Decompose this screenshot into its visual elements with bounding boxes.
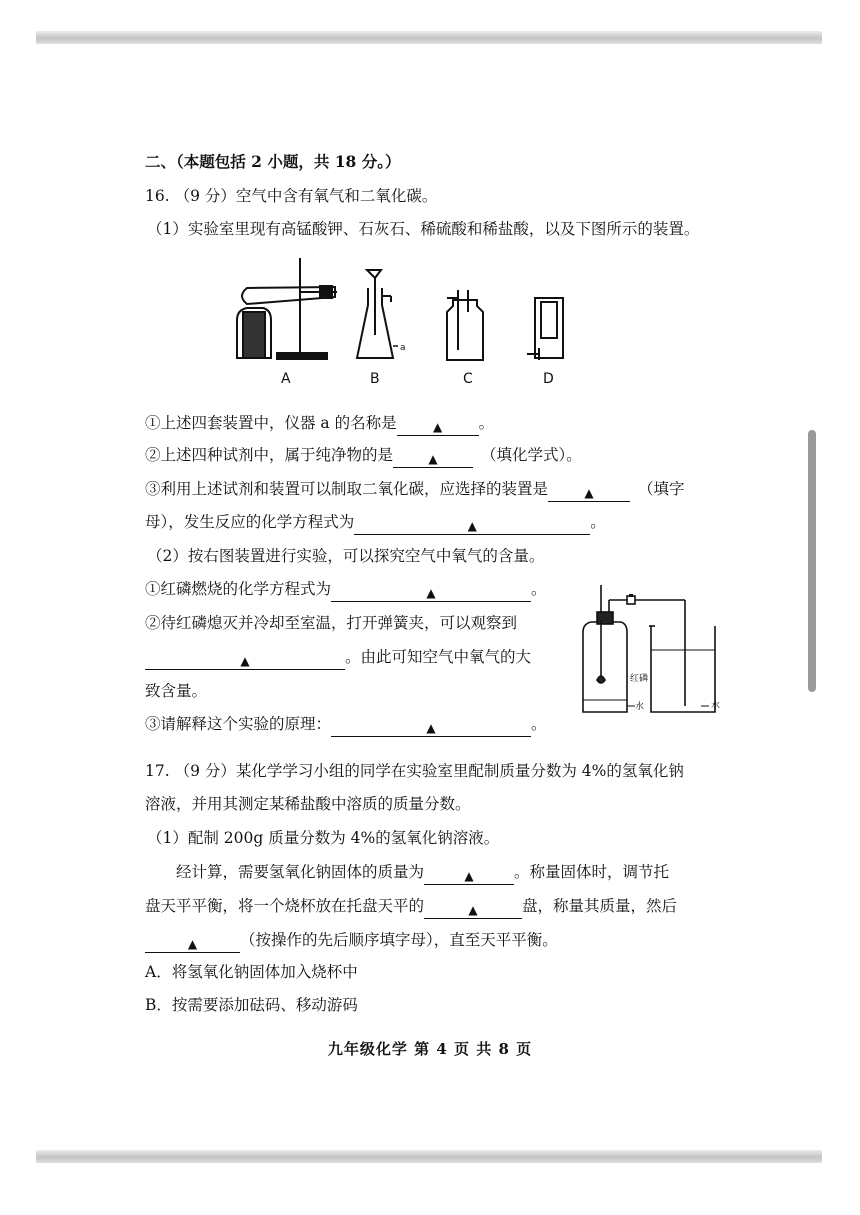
q17-stem: 17. （9 分）某化学学习小组的同学在实验室里配制质量分数为 4%的氢氧化钠 <box>145 762 684 780</box>
answer-mark: ▲ <box>240 654 250 668</box>
q16-2-item1-end: 。 <box>531 580 547 598</box>
q16-part1: （1）实验室里现有高锰酸钾、石灰石、稀硫酸和稀盐酸，以及下图所示的装置。 <box>147 220 700 238</box>
bottom-scan-edge <box>36 1150 822 1163</box>
apparatus-b <box>357 270 398 358</box>
setup-label-water-right: 水 <box>711 701 721 711</box>
q16-2-item1-text: ①红磷燃烧的化学方程式为 <box>145 580 332 598</box>
q16-1-item3-cont-text: 母），发生反应的化学方程式为 <box>145 513 355 531</box>
answer-mark: ▲ <box>426 586 436 600</box>
vertical-scrollbar[interactable] <box>808 430 816 692</box>
apparatus-figure <box>225 250 585 390</box>
q16-2-item2-end: 致含量。 <box>145 682 208 700</box>
q16-1-item3 <box>145 477 685 502</box>
apparatus-c <box>447 290 483 360</box>
answer-blank[interactable] <box>354 516 590 535</box>
q16-2-item3 <box>145 712 547 737</box>
q16-1-item3-text: ③利用上述试剂和装置可以制取二氧化碳，应选择的装置是 <box>145 480 549 498</box>
q17-1-line-a <box>176 860 669 885</box>
q16-2-item1 <box>145 577 547 602</box>
q16-2-item2-cont <box>145 645 531 670</box>
q17-1-line-c <box>145 928 558 953</box>
q16-part2: （2）按右图装置进行实验，可以探究空气中氧气的含量。 <box>147 547 545 565</box>
answer-mark: ▲ <box>464 869 474 883</box>
q17-1-line-a-end: 。称量固体时，调节托 <box>514 863 670 881</box>
q17-part1: （1）配制 200g 质量分数为 4%的氢氧化钠溶液。 <box>147 829 500 847</box>
q16-1-item2-text: ②上述四种试剂中，属于纯净物的是 <box>145 446 394 464</box>
answer-mark: ▲ <box>467 519 477 533</box>
answer-blank[interactable] <box>393 449 473 468</box>
answer-mark: ▲ <box>432 420 443 434</box>
apparatus-label-d: D <box>543 371 554 387</box>
answer-blank[interactable] <box>424 900 522 919</box>
q16-1-item1 <box>145 411 494 436</box>
q17-1-line-b <box>145 894 677 919</box>
answer-mark: ▲ <box>468 903 478 917</box>
answer-blank[interactable] <box>424 866 514 885</box>
page-footer: 九年级化学 第 4 页 共 8 页 <box>327 1040 533 1058</box>
top-scan-edge <box>36 31 822 44</box>
q16-2-item3-text: ③请解释这个实验的原理： <box>145 715 332 733</box>
apparatus-a <box>237 258 337 359</box>
answer-mark: ▲ <box>426 721 436 735</box>
q16-stem: 16. （9 分）空气中含有氧气和二氧化碳。 <box>145 187 438 205</box>
answer-blank[interactable] <box>331 583 531 602</box>
q16-2-item3-end: 。 <box>531 715 547 733</box>
q16-1-item3-end: （填字 <box>638 480 685 498</box>
apparatus-label-a: A <box>281 371 291 387</box>
q17-1-line-c-text: （按操作的先后顺序填字母），直至天平平衡。 <box>240 931 558 949</box>
apparatus-d <box>527 298 563 360</box>
apparatus-b-mark: a <box>400 343 406 353</box>
answer-blank[interactable] <box>145 934 240 953</box>
q17-1-line-a-text: 经计算，需要氢氧化钠固体的质量为 <box>176 863 425 881</box>
setup-label-phosphorus: 红磷 <box>630 674 649 684</box>
apparatus-label-b: B <box>370 371 380 387</box>
q17-1-line-b-end: 盘，称量其质量，然后 <box>522 897 678 915</box>
q16-1-item3-cont <box>145 510 606 535</box>
answer-blank[interactable] <box>397 417 479 436</box>
apparatus-label-c: C <box>463 371 473 387</box>
answer-mark: ▲ <box>584 486 594 500</box>
answer-mark: ▲ <box>187 937 198 951</box>
q17-option-a: A．将氢氧化钠固体加入烧杯中 <box>145 963 358 981</box>
q17-stem-cont: 溶液，并用其测定某稀盐酸中溶质的质量分数。 <box>145 795 471 813</box>
q16-2-item2-cont-text: 。由此可知空气中氧气的大 <box>345 648 532 666</box>
q16-1-item1-text: ①上述四套装置中，仪器 a 的名称是 <box>145 414 397 432</box>
q16-1-item3-cont-end: 。 <box>590 513 606 531</box>
q16-2-item2: ②待红磷熄灭并冷却至室温，打开弹簧夹，可以观察到 <box>145 614 518 632</box>
answer-blank[interactable] <box>548 483 630 502</box>
q16-1-item2-end: （填化学式）。 <box>481 446 582 464</box>
answer-blank[interactable] <box>331 718 531 737</box>
q17-option-b: B．按需要添加砝码、移动游码 <box>145 996 358 1014</box>
q17-1-line-b-text: 盘天平平衡，将一个烧杯放在托盘天平的 <box>145 897 425 915</box>
section-heading: 二、（本题包括 2 小题，共 18 分。） <box>145 152 401 171</box>
oxygen-experiment-figure <box>575 580 725 720</box>
answer-mark: ▲ <box>428 452 438 466</box>
setup-label-water-left: 水 <box>635 702 645 712</box>
answer-blank[interactable] <box>145 651 345 670</box>
q16-1-item2 <box>145 443 582 468</box>
q16-1-item1-end: 。 <box>478 414 495 432</box>
